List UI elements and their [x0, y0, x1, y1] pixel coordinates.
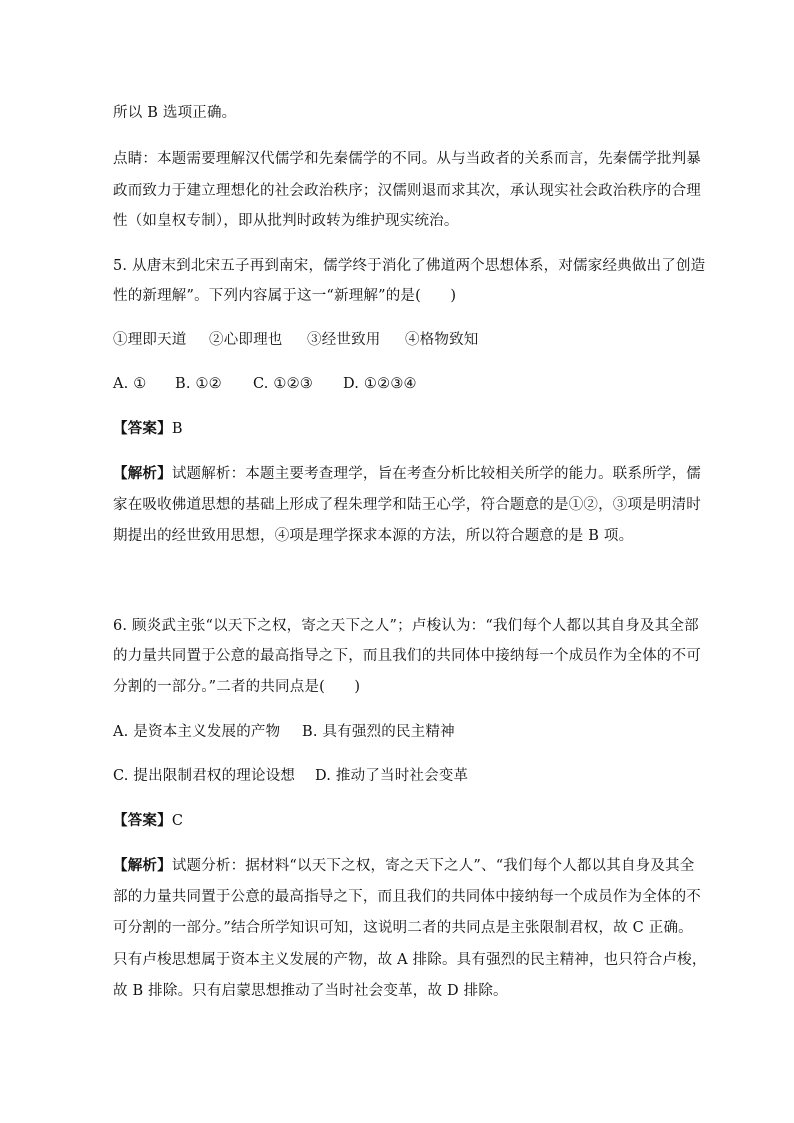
item: ③经世致用 [307, 332, 381, 348]
item: ④格物致知 [405, 332, 479, 348]
question-stem-line: 的力量共同置于公意的最高指导之下，而且我们的共同体中接纳每一个成员作为全体的不可 [113, 648, 701, 664]
analysis-line: 部的力量共同置于公意的最高指导之下，而且我们的共同体中接纳每一个成员作为全体的不 [113, 889, 701, 905]
option: D. ①②③④ [343, 376, 417, 392]
answer-label: 【答案】 [113, 812, 172, 829]
answer-line [113, 420, 683, 438]
analysis-label: 【解析】 [113, 465, 172, 482]
option: A. 是资本主义发展的产物 [113, 724, 281, 740]
option: D. 推动了当时社会变革 [315, 768, 469, 784]
analysis-line: 故 B 排除。只有启蒙思想推动了当时社会变革，故 D 排除。 [113, 983, 508, 999]
item: ②心即理也 [209, 332, 283, 348]
question-stem-line: 性的新理解”。下列内容属于这一“新理解”的是( ) [113, 288, 457, 304]
item: ①理即天道 [113, 332, 187, 348]
analysis-line: 只有卢梭思想属于资本主义发展的产物，故 A 排除。具有强烈的民主精神，也只符合卢梭， [113, 952, 707, 968]
analysis-line: 家在吸收佛道思想的基础上形成了程朱理学和陆王心学，符合题意的是①②，③项是明清时 [113, 497, 701, 513]
analysis-line [113, 465, 702, 483]
analysis-text: 试题分析：据材料“以天下之权，寄之天下之人”、“我们每个人都以其自身及其全 [171, 858, 695, 874]
question-stem-line: 5. 从唐末到北宋五子再到南宋，儒学终于消化了佛道两个思想体系，对儒家经典做出了创造 [113, 258, 706, 274]
note-line: 政而致力于建立理想化的社会政治秩序；汉儒则退而求其次，承认现实社会政治秩序的合理 [113, 183, 701, 199]
option: C. 提出限制君权的理论设想 [113, 768, 296, 784]
answer-line [113, 812, 683, 830]
previous-conclusion: 所以 B 选项正确。 [113, 105, 237, 121]
option-list [113, 767, 683, 785]
analysis-line [113, 857, 695, 875]
option: B. ①② [175, 376, 222, 392]
analysis-line: 期提出的经世致用思想，④项是理学探求本源的方法，所以符合题意的是 B 项。 [113, 528, 634, 544]
note-line: 点睛：本题需要理解汉代儒学和先秦儒学的不同。从与当政者的关系而言，先秦儒学批判暴 [113, 151, 701, 167]
option: C. ①②③ [253, 376, 313, 392]
item-list [113, 331, 683, 349]
question-stem-line: 分割的一部分。”二者的共同点是( ) [113, 679, 361, 695]
option-list [113, 723, 683, 741]
option-list [113, 375, 683, 393]
note-line: 性（如皇权专制），即从批判时政转为维护现实统治。 [113, 213, 459, 229]
answer-value: C [171, 813, 184, 829]
option: B. 具有强烈的民主精神 [302, 724, 455, 740]
analysis-label: 【解析】 [113, 857, 172, 874]
analysis-line: 可分割的一部分。”结合所学知识可知，这说明二者的共同点是主张限制君权，故 C 正确。 [113, 920, 693, 936]
answer-label: 【答案】 [113, 420, 172, 437]
option: A. ① [113, 376, 147, 392]
question-stem-line: 6. 顾炎武主张“以天下之权，寄之天下之人”；卢梭认为：“我们每个人都以其自身及其全部 [113, 618, 699, 634]
analysis-text: 试题解析：本题主要考查理学，旨在考查分析比较相关所学的能力。联系所学，儒 [171, 466, 702, 482]
answer-value: B [171, 421, 183, 437]
